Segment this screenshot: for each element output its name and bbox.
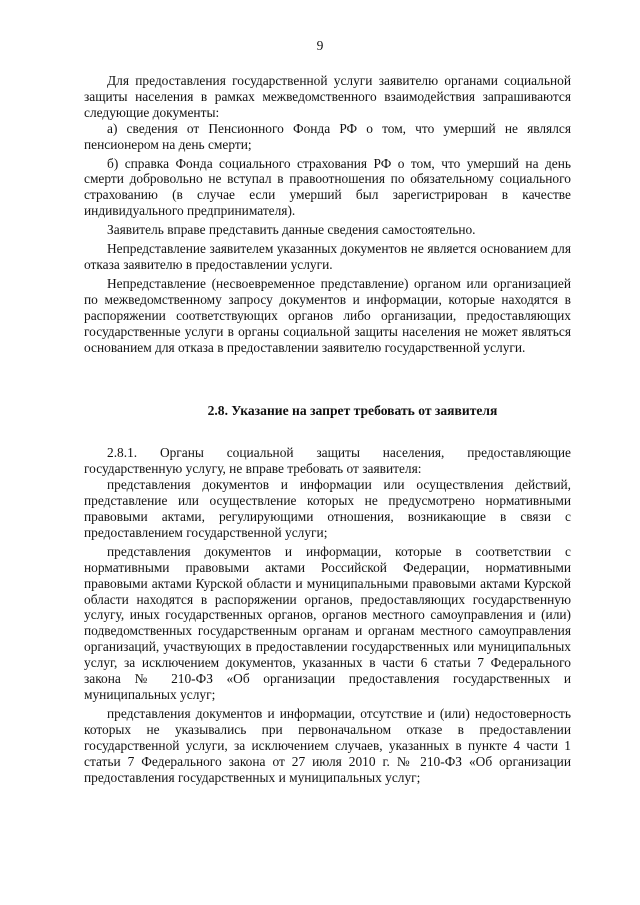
section-prohibition-requirements — [84, 445, 571, 785]
paragraph: Заявитель вправе представить данные сведения самостоятельно. — [107, 222, 476, 238]
section-interagency-documents — [84, 73, 571, 355]
paragraph: а) сведения от Пенсионного Фонда РФ о том, что умерший не являлся пенсионером на день смерти; — [84, 120, 571, 152]
paragraph: 2.8.1. Органы социальной защиты населения, предоставляющие государственную услугу, не вправе требовать от заявителя: — [84, 445, 571, 477]
section-heading: 2.8. Указание на запрет требовать от заявителя — [207, 403, 498, 419]
paragraph: Непредставление (несвоевременное представление) органом или организацией по межведомственному запросу документов и информации, которые находятся в распоряжении соответствующих органов либо организации, предоставляющих государственные услуги в органы социальной защиты населения не может являться основанием для отказа в предоставлении заявителю государственной услуги. — [84, 275, 571, 355]
paragraph: представления документов и информации или осуществления действий, представление или осуществление которых не предусмотрено нормативными правовыми актами, регулирующими отношения, возникающие в связи с предоставлением государственной услуги; — [84, 477, 571, 540]
paragraph: Для предоставления государственной услуги заявителю органами социальной защиты населения в рамках межведомственного взаимодействия запрашиваются следующие документы: — [84, 73, 571, 120]
paragraph: представления документов и информации, отсутствие и (или) недостоверность которых не указывались при первоначальном отказе в предоставлении государственной услуги, за исключением случаев, указанных в пункте 4 части 1 статьи 7 Федерального закона от 27 июля 2010 г. № 210-ФЗ «Об организации предоставления государственных и муниципальных услуг; — [84, 705, 571, 785]
paragraph: представления документов и информации, которые в соответствии с нормативными правовыми актами Российской Федерации, нормативными правовыми актами Курской области и муниципальными правовыми актами Курской области находятся в распоряжении органов, предоставляющих государственную услугу, иных государственных органов, органов местного самоуправления и (или) подведомственных государственным органам и органам местного самоуправления организаций, участвующих в предоставлении государственных или муниципальных услуг, за исключением документов, указанных в части 6 статьи 7 Федерального закона № 210-ФЗ «Об организации предоставления государственных и муниципальных услуг; — [84, 543, 571, 702]
page-number: 9 — [316, 38, 324, 53]
page-content — [84, 73, 571, 785]
paragraph: б) справка Фонда социального страхования РФ о том, что умерший на день смерти добровольно не вступал в правоотношения по обязательному социального страхованию (в случае если умерший был зарегистрирован в качестве индивидуального предпринимателя). — [84, 155, 571, 219]
paragraph: Непредставление заявителем указанных документов не является основанием для отказа заявителю в предоставлении услуги. — [84, 241, 571, 272]
